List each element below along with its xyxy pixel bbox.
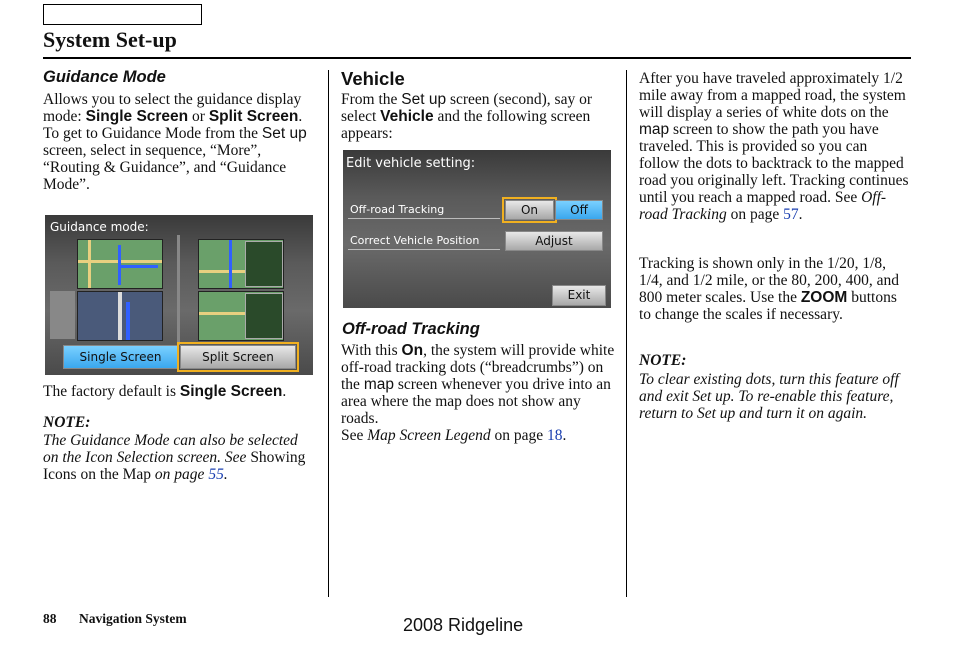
title-rule: [43, 57, 911, 59]
single-preview-sidebar: [50, 291, 75, 339]
map-term: map: [639, 121, 670, 138]
vehicle-setting-screen: [343, 150, 611, 308]
note-text-col1: [43, 432, 313, 483]
tracking-description: [639, 70, 911, 223]
text: After you have traveled approximately 1/2 mile away from a mapped road, the system will display a series of white dots on the: [639, 70, 906, 121]
text: .: [298, 108, 303, 125]
text: screen whenever you drive into an area where the map does not show any roads.: [341, 376, 611, 427]
page-57-link[interactable]: 57: [783, 206, 799, 223]
text: The Guidance Mode can also be selected on the Icon Selection screen. See: [43, 432, 298, 466]
footer-section-label: Navigation System: [79, 611, 187, 626]
vehicle-intro: [341, 91, 616, 142]
vehicle-screen-title: Edit vehicle setting:: [346, 156, 476, 171]
map-screen-legend-ref: Map Screen Legend: [367, 427, 491, 444]
text: buttons to change the scales if necessary.: [639, 289, 897, 323]
split-preview-panel-bottom: [245, 293, 283, 339]
text: From the: [341, 91, 402, 108]
on-term: On: [401, 342, 424, 359]
screen-divider: [177, 235, 180, 345]
text: .: [282, 383, 287, 400]
text: or: [188, 108, 209, 125]
text: , the system will provide white off-road tracking dots (“breadcrumbs”) on the: [341, 342, 615, 393]
off-road-tracking-ref: Off-road Tracking: [639, 189, 887, 223]
text: To get to Guidance Mode from the: [43, 125, 262, 142]
split-screen-term: Split Screen: [208, 108, 299, 125]
text: and the following screen appears:: [341, 108, 591, 142]
single-screen-button[interactable]: Single Screen: [63, 345, 178, 369]
off-road-tracking-text: [341, 342, 616, 444]
text: screen, select in sequence, “More”, “Routing & Guidance”, and “Guidance Mode”.: [43, 142, 287, 193]
split-preview-panel-top: [245, 241, 283, 287]
text: Tracking is shown only in the 1/20, 1/8, 1/4, and 1/2 mile, or the 80, 200, 400, and 800 meter scales. Use the: [639, 255, 900, 306]
text: screen (second), say or select: [341, 91, 592, 125]
text: With this: [341, 342, 402, 359]
footer-model: 2008 Ridgeline: [403, 615, 524, 635]
header-box: [43, 4, 202, 25]
text: .: [223, 466, 228, 483]
row-underline: [348, 249, 500, 250]
page-55-link[interactable]: 55: [208, 466, 224, 483]
vehicle-term: Vehicle: [380, 108, 434, 125]
guidance-mode-screen: [45, 215, 313, 375]
factory-default-text: [43, 383, 318, 400]
guidance-mode-heading: Guidance Mode: [43, 68, 166, 86]
on-button[interactable]: On: [505, 200, 554, 220]
vehicle-heading: Vehicle: [341, 68, 405, 89]
map-term: map: [363, 376, 394, 393]
text: on page: [490, 427, 548, 444]
single-screen-default-term: Single Screen: [179, 383, 283, 400]
note-label-col3: NOTE:: [639, 352, 687, 369]
text: on page: [726, 206, 784, 223]
tracking-scales-text: [639, 255, 911, 323]
split-screen-button[interactable]: Split Screen: [180, 345, 296, 369]
off-road-tracking-heading: Off-road Tracking: [342, 320, 480, 338]
text: .: [798, 206, 803, 223]
column-divider-right: [626, 70, 627, 597]
zoom-term: ZOOM: [800, 289, 848, 306]
single-screen-term: Single Screen: [85, 108, 189, 125]
text: on page: [151, 466, 209, 483]
correct-vehicle-position-label: Correct Vehicle Position: [350, 234, 480, 247]
exit-button[interactable]: Exit: [552, 285, 606, 306]
note-text-col3: To clear existing dots, turn this feature off and exit Set up. To re-enable this feature, return to Set up and turn it on again.: [639, 371, 899, 422]
footer-page-number: 88: [43, 611, 57, 626]
showing-icons-ref: Showing Icons on the Map: [43, 449, 306, 483]
text: screen to show the path you have traveled. This is provided so you can follow the dots to backtrack to the mapped road you originally left. Tracking continues until you reach a mapped road. See: [639, 121, 909, 206]
adjust-button[interactable]: Adjust: [505, 231, 603, 251]
guidance-screen-title: Guidance mode:: [50, 220, 149, 234]
off-road-tracking-label: Off-road Tracking: [350, 203, 445, 216]
column-divider-left: [328, 70, 329, 597]
text: Allows you to select the guidance display mode:: [43, 91, 302, 125]
single-preview-map-top: [77, 239, 163, 289]
page-18-link[interactable]: 18: [547, 427, 563, 444]
setup-term: Set up: [261, 125, 307, 142]
text: .: [562, 427, 567, 444]
guidance-mode-intro: [43, 91, 318, 193]
text: The factory default is: [43, 383, 180, 400]
row-underline: [348, 218, 500, 219]
off-button[interactable]: Off: [555, 200, 603, 220]
page-title: System Set-up: [43, 27, 177, 52]
setup-term: Set up: [401, 91, 447, 108]
single-preview-map-bottom: [77, 291, 163, 341]
text: See: [341, 427, 368, 444]
note-label-col1: NOTE:: [43, 414, 91, 431]
